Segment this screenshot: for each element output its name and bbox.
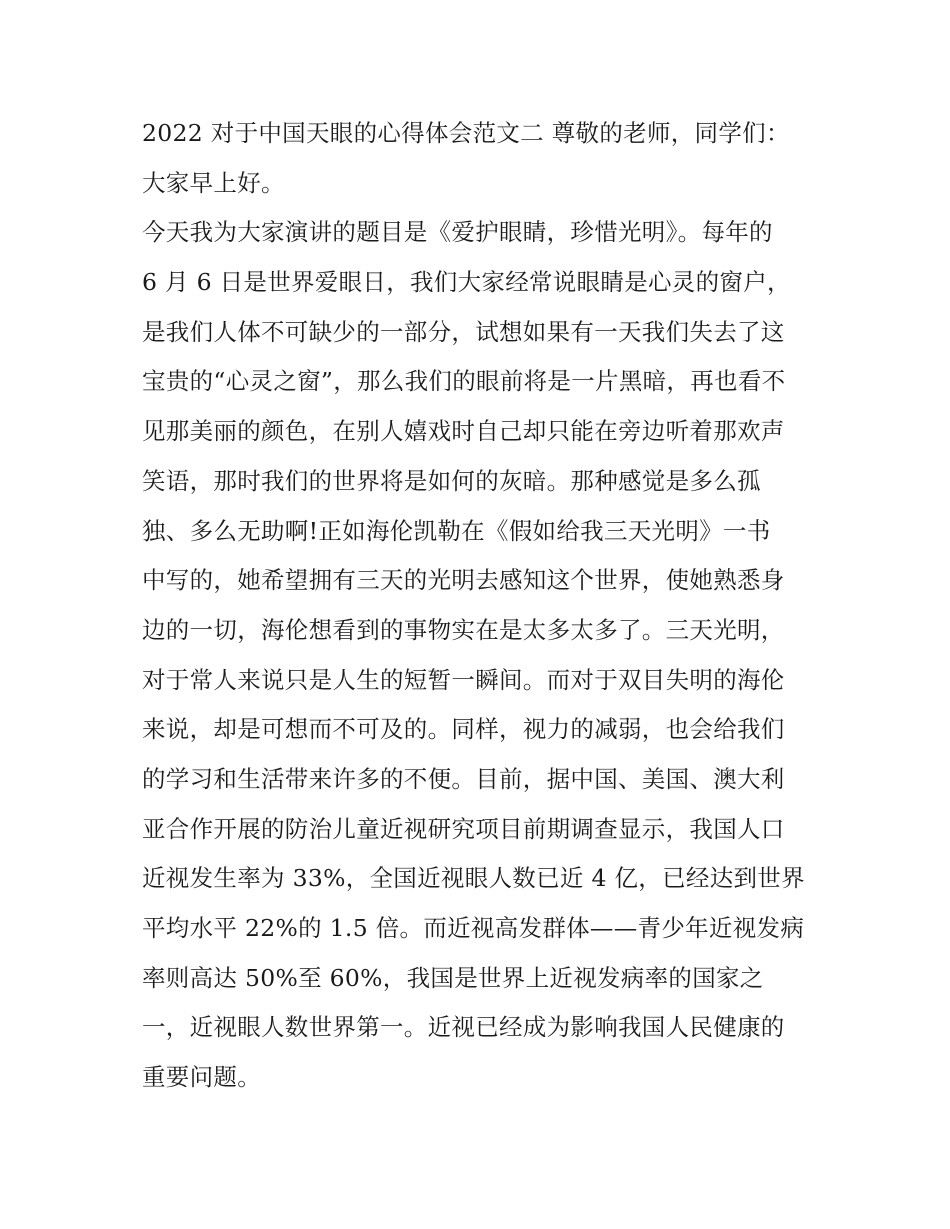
text-line-19: 一，近视眼人数世界第一。近视已经成为影响我国人民健康的 [142, 1013, 785, 1042]
text-line-7: 见那美丽的颜色，在别人嬉戏时自己却只能在旁边听着那欢声 [142, 417, 785, 446]
text-line-17: 平均水平 22%的 1.5 倍。而近视高发群体——青少年近视发病 [142, 914, 805, 942]
text-line-14: 的学习和生活带来许多的不便。目前，据中国、美国、澳大利 [142, 764, 785, 793]
text-line-4: 6 月 6 日是世界爱眼日，我们大家经常说眼睛是心灵的窗户， [142, 268, 791, 297]
essay-body [142, 109, 832, 1103]
text-line-18: 率则高达 50%至 60%，我国是世界上近视发病率的国家之 [142, 963, 764, 992]
text-line-12: 对于常人来说只是人生的短暂一瞬间。而对于双目失明的海伦 [142, 665, 785, 694]
text-line-5: 是我们人体不可缺少的一部分，试想如果有一天我们失去了这 [142, 317, 785, 346]
text-line-9: 独、多么无助啊!正如海伦凯勒在《假如给我三天光明》一书 [142, 516, 771, 545]
text-line-15: 亚合作开展的防治儿童近视研究项目前期调查显示，我国人口 [142, 814, 785, 843]
text-line-16: 近视发生率为 33%，全国近视眼人数已近 4 亿，已经达到世界 [142, 864, 805, 893]
text-line-11: 边的一切，海伦想看到的事物实在是太多太多了。三天光明， [142, 615, 785, 644]
text-line-10: 中写的，她希望拥有三天的光明去感知这个世界，使她熟悉身 [142, 566, 785, 595]
text-line-3: 今天我为大家演讲的题目是《爱护眼睛，珍惜光明》。每年的 [142, 218, 773, 247]
text-line-13: 来说，却是可想而不可及的。同样，视力的减弱，也会给我们 [142, 715, 785, 744]
text-line-1: 2022 对于中国天眼的心得体会范文二 尊敬的老师，同学们： [142, 119, 790, 147]
text-line-8: 笑语，那时我们的世界将是如何的灰暗。那种感觉是多么孤 [142, 466, 761, 495]
text-line-6: 宝贵的“心灵之窗”，那么我们的眼前将是一片黑暗，再也看不 [142, 367, 786, 396]
text-line-20: 重要问题。 [142, 1063, 261, 1092]
text-line-2: 大家早上好。 [142, 168, 285, 197]
